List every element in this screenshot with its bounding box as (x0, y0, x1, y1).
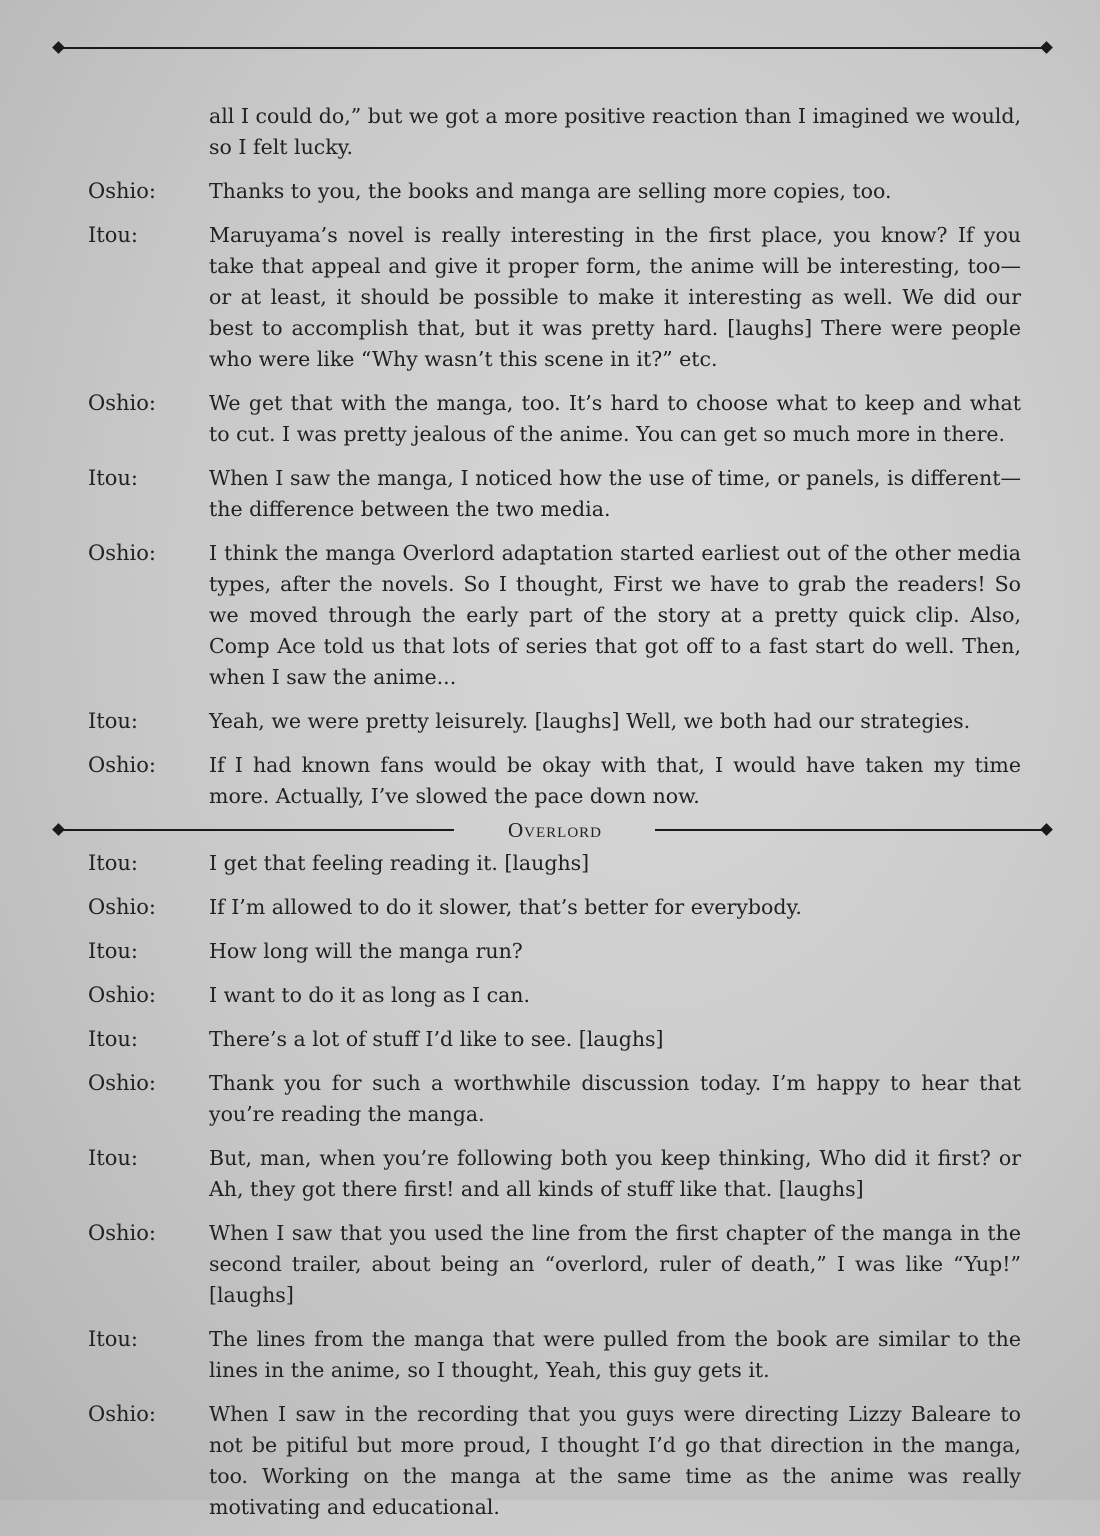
dialogue-text: When I saw in the recording that you guys were directing Lizzy Baleare to not be pitiful but more proud, I thought I’d go that direction in the manga, too. Working on the manga at the same time as the anime was really motivating and educational. (209, 1402, 1021, 1519)
dialogue-entry (0, 892, 1100, 923)
dialogue-text: I think the manga Overlord adaptation started earliest out of the other media types, after the novels. So I thought, First we have to grab the readers! So we moved through the early part of the story at a pretty quick clip. Also, Comp Ace told us that lots of series that got off to a fast start do well. Then, when I saw the anime... (209, 541, 1021, 689)
speaker-name: Oshio: (88, 895, 156, 919)
dialogue-entry (0, 706, 1100, 737)
speaker-name: Itou: (88, 1027, 138, 1051)
dialogue-text: Maruyama’s novel is really interesting in the first place, you know? If you take that appeal and give it proper form, the anime will be interesting, too—or at least, it should be possible to make it interesting as well. We did our best to accomplish that, but it was pretty hard. [laughs] There were people who were like “Why wasn’t this scene in it?” etc. (209, 223, 1021, 371)
dialogue-text: How long will the manga run? (209, 939, 523, 963)
dialogue-entry (0, 1399, 1100, 1523)
dialogue-entry (0, 1324, 1100, 1386)
speaker-name: Oshio: (88, 391, 156, 415)
dialogue-text: Thank you for such a worthwhile discussion today. I’m happy to hear that you’re reading the manga. (209, 1071, 1021, 1126)
dialogue-text: When I saw that you used the line from the first chapter of the manga in the second trailer, about being an “overlord, ruler of death,” I was like “Yup!” [laughs] (209, 1221, 1021, 1307)
divider-right-rule (655, 829, 1048, 831)
speaker-name: Itou: (88, 851, 138, 875)
dialogue-text: If I had known fans would be okay with that, I would have taken my time more. Actually, I’ve slowed the pace down now. (209, 753, 1021, 808)
interview-section-top (0, 101, 1100, 825)
speaker-name: Oshio: (88, 1071, 156, 1095)
speaker-name: Itou: (88, 939, 138, 963)
dialogue-text: Thanks to you, the books and manga are selling more copies, too. (209, 179, 892, 203)
dialogue-entry (0, 848, 1100, 879)
dialogue-entry (0, 388, 1100, 450)
dialogue-entry (0, 176, 1100, 207)
dialogue-text: When I saw the manga, I noticed how the use of time, or panels, is different—the difference between the two media. (209, 466, 1021, 521)
dialogue-entry (0, 980, 1100, 1011)
dialogue-text: But, man, when you’re following both you keep thinking, Who did it first? or Ah, they got there first! and all kinds of stuff like that. [laughs] (209, 1146, 1021, 1201)
dialogue-text: If I’m allowed to do it slower, that’s better for everybody. (209, 895, 802, 919)
dialogue-entry (0, 750, 1100, 812)
divider-left-rule (58, 829, 454, 831)
speaker-name: Itou: (88, 1327, 138, 1351)
speaker-name: Oshio: (88, 179, 156, 203)
divider-left-ornament (52, 823, 65, 836)
speaker-name: Itou: (88, 223, 138, 247)
dialogue-entry (0, 463, 1100, 525)
speaker-name (0, 101, 209, 163)
dialogue-entry (0, 1068, 1100, 1130)
top-rule-right-ornament (1040, 41, 1053, 54)
dialogue-text: I get that feeling reading it. [laughs] (209, 851, 590, 875)
dialogue-entry (0, 936, 1100, 967)
dialogue-text: We get that with the manga, too. It’s hard to choose what to keep and what to cut. I was pretty jealous of the anime. You can get so much more in there. (209, 391, 1021, 446)
dialogue-entry (0, 538, 1100, 693)
speaker-name: Itou: (88, 1146, 138, 1170)
speaker-name: Oshio: (88, 753, 156, 777)
top-rule (58, 47, 1048, 49)
dialogue-text: all I could do,” but we got a more positive reaction than I imagined we would, so I felt lucky. (209, 104, 1021, 159)
dialogue-text: Yeah, we were pretty leisurely. [laughs] Well, we both had our strategies. (209, 709, 971, 733)
interview-section-bottom (0, 848, 1100, 1536)
dialogue-entry (0, 1218, 1100, 1311)
dialogue-text: The lines from the manga that were pulled from the book are similar to the lines in the anime, so I thought, Yeah, this guy gets it. (209, 1327, 1021, 1382)
speaker-name: Itou: (88, 466, 138, 490)
dialogue-entry (0, 220, 1100, 375)
dialogue-text: There’s a lot of stuff I’d like to see. [laughs] (209, 1027, 664, 1051)
dialogue-entry (0, 1024, 1100, 1055)
dialogue-entry (0, 101, 1100, 163)
speaker-name: Oshio: (88, 1221, 156, 1245)
speaker-name: Oshio: (88, 1402, 156, 1426)
dialogue-text: I want to do it as long as I can. (209, 983, 531, 1007)
speaker-name: Oshio: (88, 541, 156, 565)
divider-right-ornament (1040, 823, 1053, 836)
top-rule-left-ornament (52, 41, 65, 54)
speaker-name: Itou: (88, 709, 138, 733)
section-title: Overlord (508, 818, 602, 842)
dialogue-entry (0, 1143, 1100, 1205)
speaker-name: Oshio: (88, 983, 156, 1007)
